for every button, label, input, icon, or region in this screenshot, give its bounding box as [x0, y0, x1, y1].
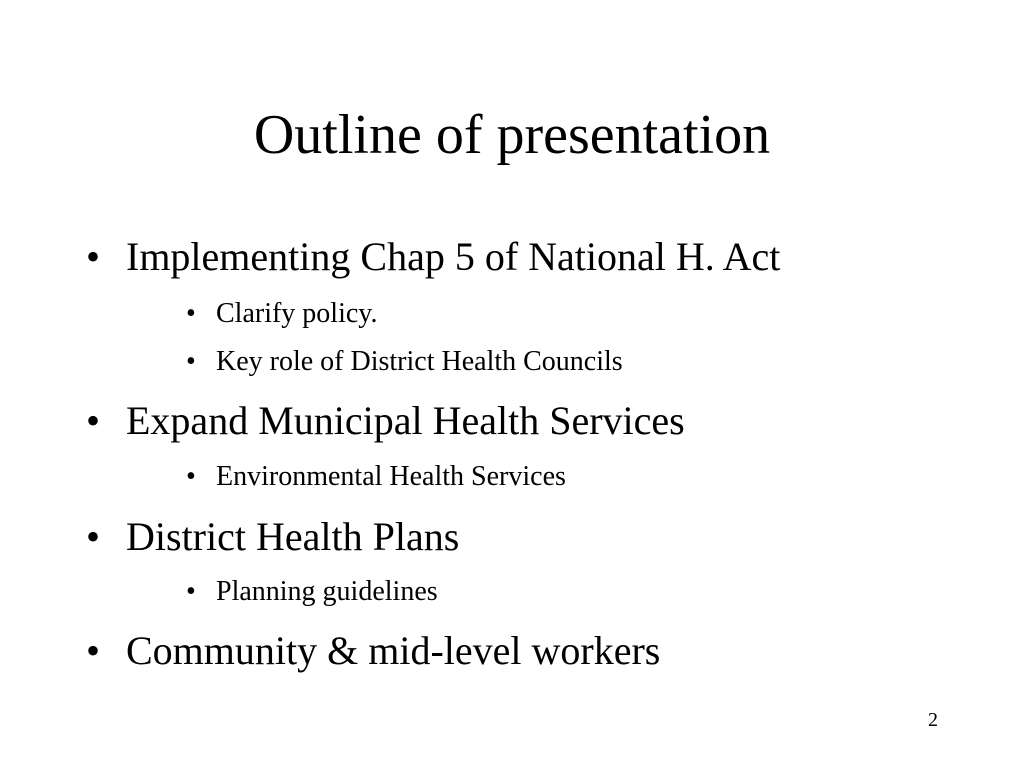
bullet-text: Expand Municipal Health Services — [126, 398, 685, 443]
bullet-icon: • — [186, 461, 196, 492]
bullet-icon: • — [86, 628, 101, 673]
sub-bullet-text: Environmental Health Services — [216, 461, 566, 492]
bullet-text: Implementing Chap 5 of National H. Act — [126, 234, 781, 279]
sub-bullet-text: Planning guidelines — [216, 576, 438, 607]
bullet-text: Community & mid-level workers — [126, 628, 661, 673]
bullet-icon: • — [186, 298, 196, 329]
sub-bullet-text: Clarify policy. — [216, 298, 378, 329]
bullet-icon: • — [186, 346, 196, 377]
bullet-text: District Health Plans — [126, 514, 460, 559]
bullet-icon: • — [86, 514, 101, 559]
bullet-icon: • — [86, 398, 101, 443]
bullet-icon: • — [186, 576, 196, 607]
bullet-icon: • — [86, 234, 101, 279]
sub-bullet-text: Key role of District Health Councils — [216, 346, 623, 377]
slide-title: Outline of presentation — [253, 104, 771, 166]
slide-number: 2 — [928, 709, 938, 731]
